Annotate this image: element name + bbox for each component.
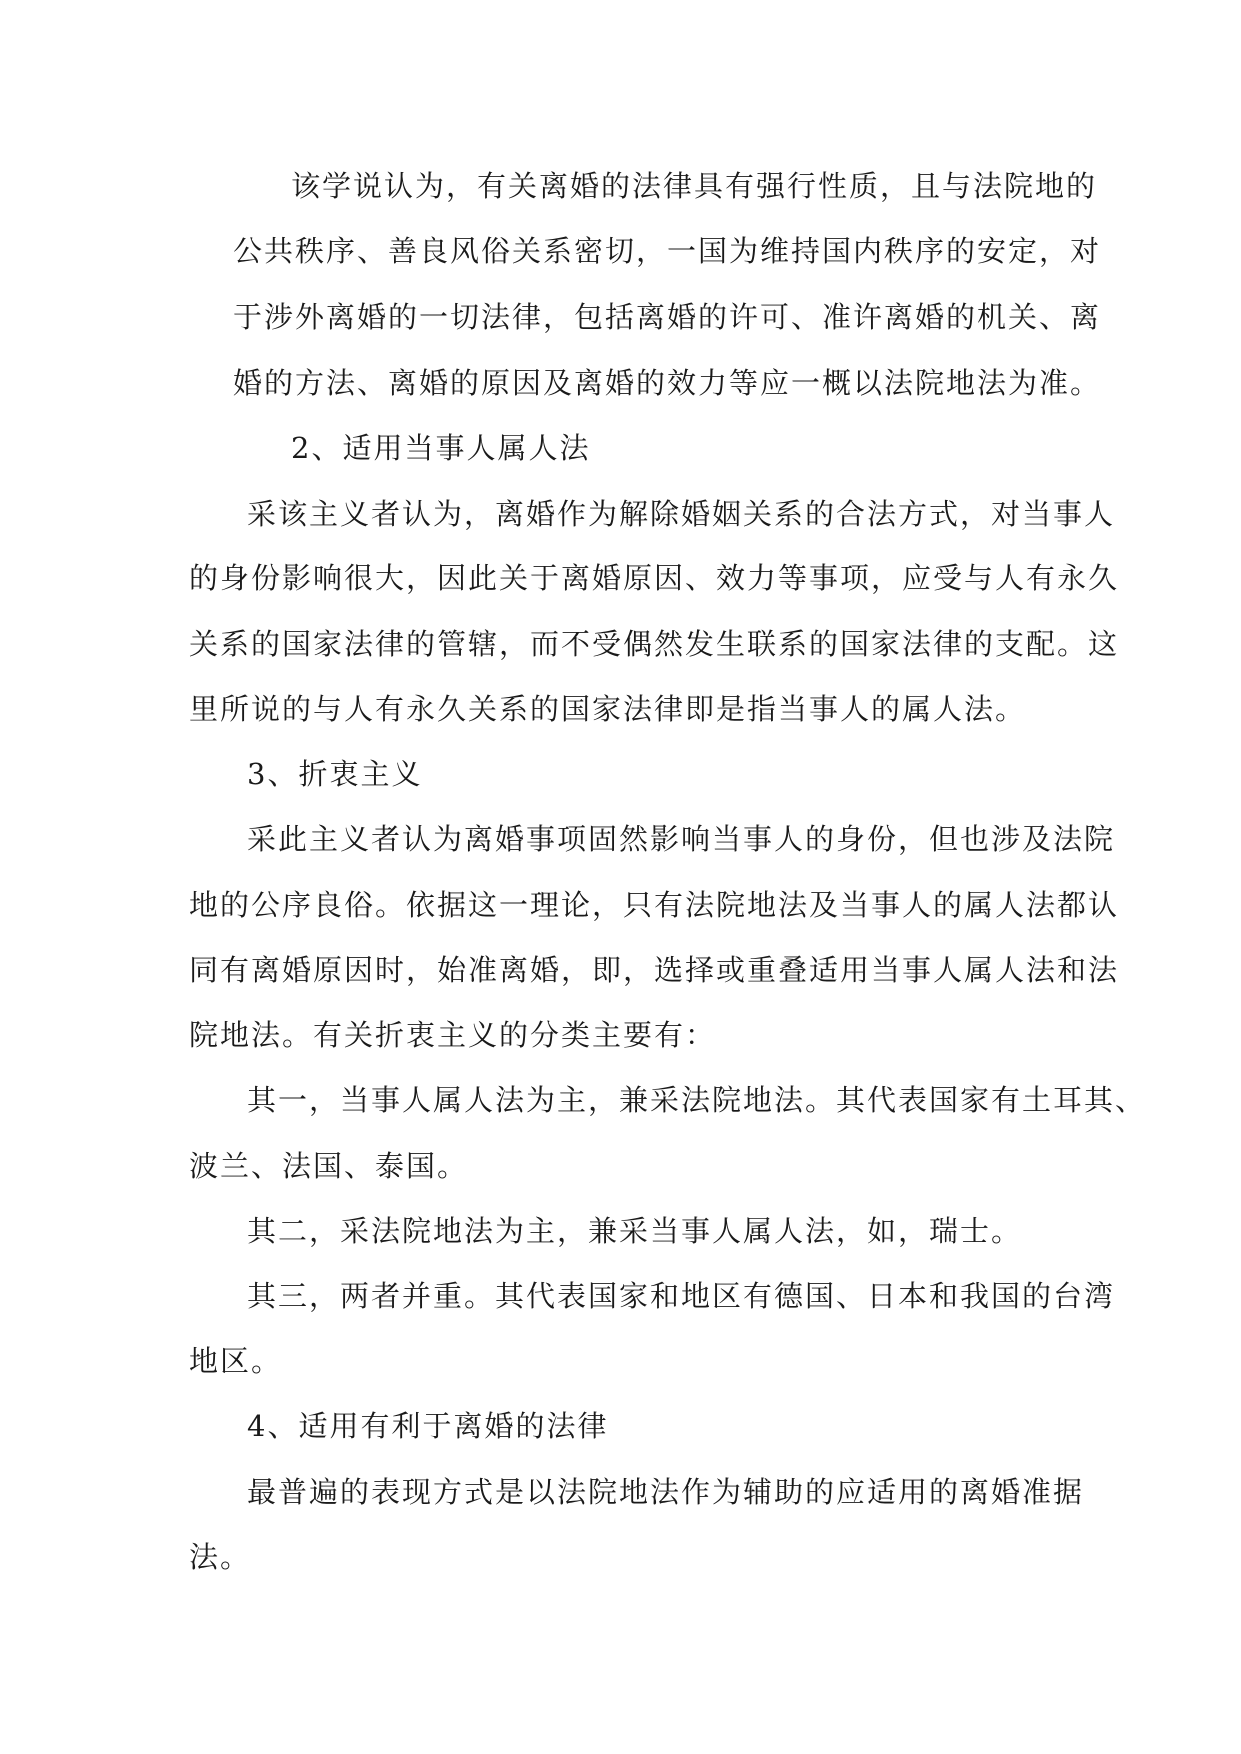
paragraph-line: 采该主义者认为，离婚作为解除婚姻关系的合法方式，对当事人	[247, 497, 1116, 531]
paragraph-line: 地的公序良俗。依据这一理论，只有法院地法及当事人的属人法都认	[189, 888, 1120, 922]
paragraph-line: 关系的国家法律的管辖，而不受偶然发生联系的国家法律的支配。这	[189, 627, 1120, 661]
paragraph-line: 法。	[189, 1540, 252, 1574]
section-heading: 2、适用当事人属人法	[291, 431, 591, 465]
paragraph-line: 里所说的与人有永久关系的国家法律即是指当事人的属人法。	[189, 692, 1027, 726]
paragraph-line: 院地法。有关折衷主义的分类主要有：	[189, 1018, 717, 1052]
section-heading: 3、折衷主义	[247, 757, 423, 791]
section-heading: 4、适用有利于离婚的法律	[247, 1409, 609, 1443]
paragraph-line: 地区。	[189, 1344, 283, 1378]
paragraph-line: 婚的方法、离婚的原因及离婚的效力等应一概以法院地法为准。	[233, 366, 1102, 400]
paragraph-line: 其二，采法院地法为主，兼采当事人属人法，如，瑞士。	[247, 1214, 1023, 1248]
paragraph-line: 其三，两者并重。其代表国家和地区有德国、日本和我国的台湾	[247, 1279, 1116, 1313]
paragraph-line: 的身份影响很大，因此关于离婚原因、效力等事项，应受与人有永久	[189, 561, 1120, 595]
paragraph-line: 最普遍的表现方式是以法院地法作为辅助的应适用的离婚准据	[247, 1475, 1085, 1509]
paragraph-line: 于涉外离婚的一切法律，包括离婚的许可、准许离婚的机关、离	[233, 300, 1102, 334]
paragraph-line: 采此主义者认为离婚事项固然影响当事人的身份，但也涉及法院	[247, 822, 1116, 856]
paragraph-line: 同有离婚原因时，始准离婚，即，选择或重叠适用当事人属人法和法	[189, 953, 1120, 987]
paragraph-line: 波兰、法国、泰国。	[189, 1149, 469, 1183]
paragraph-line: 其一，当事人属人法为主，兼采法院地法。其代表国家有土耳其、	[247, 1083, 1147, 1117]
paragraph-line: 该学说认为，有关离婚的法律具有强行性质，且与法院地的	[291, 169, 1098, 203]
paragraph-line: 公共秩序、善良风俗关系密切，一国为维持国内秩序的安定，对	[233, 234, 1102, 268]
